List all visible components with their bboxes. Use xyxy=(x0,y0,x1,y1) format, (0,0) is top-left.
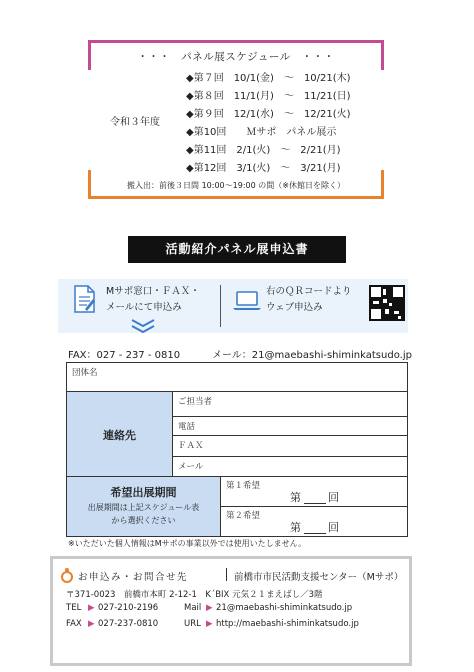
methods-divider xyxy=(220,285,221,327)
document-icon xyxy=(72,285,96,317)
mail-field[interactable] xyxy=(172,456,408,477)
schedule-row: ◆第10回 Ｍサポ パネル展示 xyxy=(186,127,337,138)
chevron-down-icon xyxy=(130,318,156,338)
first-choice-suffix: 回 xyxy=(328,491,339,504)
schedule-row: ◆第８回 11/1(月) ～ 11/21(日) xyxy=(186,91,351,102)
fax-label: ＦＡＸ xyxy=(178,441,204,451)
schedule-title: ・・・ パネル展スケジュール ・・・ xyxy=(137,51,335,63)
org-name-label: 団体名 xyxy=(72,368,98,378)
fax-label-footer: FAX xyxy=(66,619,82,629)
schedule-frame-top xyxy=(88,40,384,43)
fax-number: FAX：027 - 237 - 0810 xyxy=(68,350,181,361)
tel-label: TEL xyxy=(66,603,82,613)
method-right-line1: 右のＱＲコードより xyxy=(266,286,352,297)
tel-arrow-icon: ▶ xyxy=(88,603,95,613)
method-right-line2: ウェブ申込み xyxy=(266,302,323,313)
center-name: 前橋市市民活動支援センター（Mサポ） xyxy=(234,572,404,583)
fax-field[interactable] xyxy=(172,435,408,457)
first-choice-blank[interactable] xyxy=(304,503,326,504)
address: 〒371-0023 前橋市本町 2-12-1 K´BIX 元気２１まえばし／3階 xyxy=(66,590,323,600)
mail-label: メール xyxy=(178,462,204,472)
first-choice-label: 第１希望 xyxy=(226,481,261,491)
method-left-line1: Mサポ窓口・ＦＡＸ・ xyxy=(106,286,200,297)
schedule-row: ◆第９回 12/1(水) ～ 12/21(火) xyxy=(186,109,351,120)
mail-arrow-icon: ▶ xyxy=(206,603,213,613)
second-choice-label: 第２希望 xyxy=(226,511,261,521)
schedule-note: 搬入出：前後３日間 10:00～19:00 の間（※休館日を除く） xyxy=(127,181,345,190)
url-label: URL xyxy=(184,619,201,629)
second-choice-prefix: 第 xyxy=(290,521,301,534)
schedule-row: ◆第12回 3/1(火) ～ 3/21(月) xyxy=(186,163,341,174)
period-head: 希望出展期間 xyxy=(110,486,177,499)
schedule-row: ◆第７回 10/1(金) ～ 10/21(木) xyxy=(186,73,351,84)
fiscal-year-label: 令和３年度 xyxy=(110,117,160,128)
form-title: 活動紹介パネル展申込書 xyxy=(128,236,346,263)
org-name-field[interactable] xyxy=(66,362,408,392)
period-sub-line2: から選択ください xyxy=(111,516,176,525)
footer-mail[interactable]: 21@maebashi-shiminkatsudo.jp xyxy=(216,603,353,613)
footer-divider xyxy=(226,568,227,581)
second-choice-blank[interactable] xyxy=(304,533,326,534)
mail-address: メール：21@maebashi-shiminkatsudo.jp xyxy=(212,350,412,361)
first-choice-prefix: 第 xyxy=(290,491,301,504)
tel-number: 027-210-2196 xyxy=(98,603,159,613)
footer-fax: 027-237-0810 xyxy=(98,619,159,629)
period-sub-line1: 出展期間は上記スケジュール表 xyxy=(87,503,200,512)
footer-url[interactable]: http://maebashi-shiminkatsudo.jp xyxy=(216,619,359,629)
fax-arrow-icon: ▶ xyxy=(88,619,95,629)
schedule-row: ◆第11回 2/1(火) ～ 2/21(月) xyxy=(186,145,341,156)
url-arrow-icon: ▶ xyxy=(206,619,213,629)
contact-head: 連絡先 xyxy=(103,429,136,442)
info-icon xyxy=(60,567,74,587)
second-choice-suffix: 回 xyxy=(328,521,339,534)
phone-field[interactable] xyxy=(172,416,408,436)
schedule-frame-bottom xyxy=(88,196,384,199)
footer-title: お申込み・お問合せ先 xyxy=(78,572,189,583)
privacy-note: ※いただいた個人情報はMサポの事業以外では使用いたしません。 xyxy=(68,539,307,548)
method-left-line2: メールにて申込み xyxy=(106,302,182,313)
laptop-icon xyxy=(232,290,262,316)
phone-label: 電話 xyxy=(178,422,196,432)
mail-label-footer: Mail xyxy=(184,603,202,613)
person-label: ご担当者 xyxy=(178,397,213,407)
qr-code-icon[interactable] xyxy=(369,285,405,321)
